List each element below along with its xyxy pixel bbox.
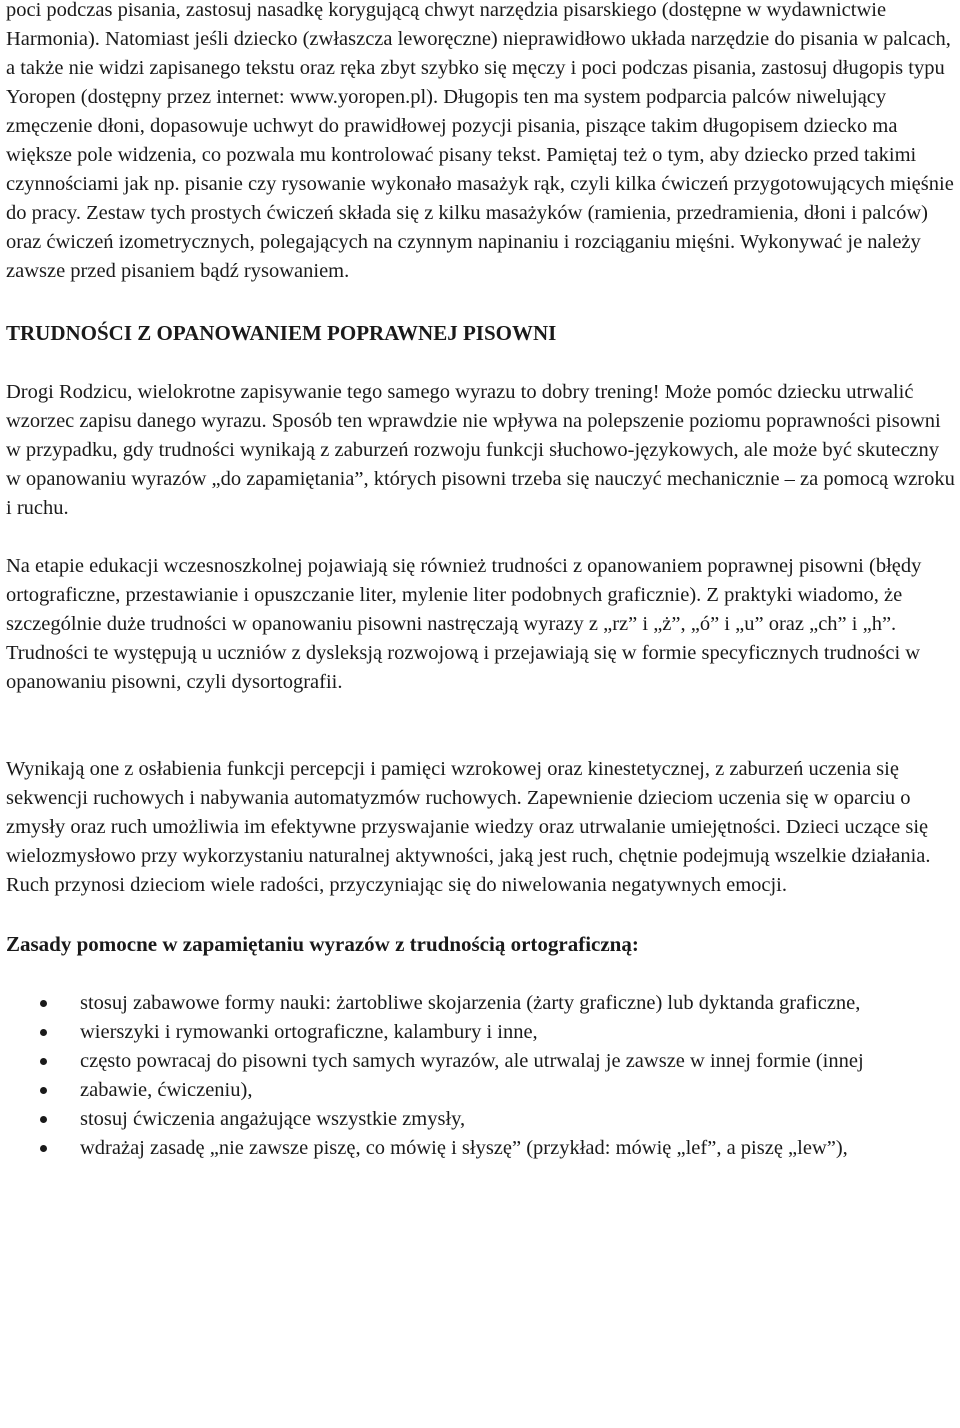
list-item-text: często powracaj do pisowni tych samych wyrazów, ale utrwalaj je zawsze w innej formie (innej [80, 1050, 864, 1072]
bullet-icon [40, 1145, 47, 1152]
list-item-text: stosuj ćwiczenia angażujące wszystkie zmysły, [80, 1108, 466, 1130]
bullet-icon [40, 1116, 47, 1123]
document-page [6, 0, 956, 1163]
bullet-icon [40, 1087, 47, 1094]
list-item [6, 1105, 956, 1134]
paragraph-parent-advice: Drogi Rodzicu, wielokrotne zapisywanie tego samego wyrazu to dobry trening! Może pomóc dziecku utrwalić wzorzec zapisu danego wyrazu. Sposób ten wprawdzie nie wpływa na polepszenie poziomu poprawności pisowni w przypadku, gdy trudności wynikają z zaburzeń rozwoju funkcji słuchowo-językowych, ale może być skuteczny w opanowaniu wyrazów „do zapamiętania”, których pisowni trzeba się nauczyć mechanicznie – za pomocą wzroku i ruchu. [6, 381, 955, 519]
list-item-text: wdrażaj zasadę „nie zawsze piszę, co mówię i słyszę” (przykład: mówię „lef”, a piszę „lew”), [80, 1137, 848, 1159]
list-item [6, 989, 956, 1018]
bullet-icon [40, 1058, 47, 1065]
list-item [6, 1076, 956, 1105]
list-item-text: wierszyki i rymowanki ortograficzne, kalambury i inne, [80, 1021, 538, 1043]
bullet-icon [40, 1029, 47, 1036]
list-item [6, 1018, 956, 1047]
bullet-icon [40, 1000, 47, 1007]
section-heading-spelling-difficulties: TRUDNOŚCI Z OPANOWANIEM POPRAWNEJ PISOWNI [6, 321, 557, 345]
rules-list [6, 989, 956, 1163]
paragraph-early-education: Na etapie edukacji wczesnoszkolnej pojawiają się również trudności z opanowaniem poprawnej pisowni (błędy ortograficzne, przestawianie i opuszczanie liter, mylenie liter podobnych graficznie). Z praktyki wiadomo, że szczególnie duże trudności w opanowaniu pisowni nastręczają wyrazy z „rz” i „ż”, „ó” i „u” oraz „ch” i „h”. Trudności te występują u uczniów z dysleksją rozwojową i przejawiają się w formie specyficznych trudności w opanowaniu pisowni, czyli dysortografii. [6, 555, 922, 693]
list-item-text: stosuj zabawowe formy nauki: żartobliwe skojarzenia (żarty graficzne) lub dyktanda graficzne, [80, 992, 861, 1014]
paragraph-writing-tools: poci podczas pisania, zastosuj nasadkę korygującą chwyt narzędzia pisarskiego (dostępne w wydawnictwie Harmonia). Natomiast jeśli dziecko (zwłaszcza leworęczne) nieprawidłowo układa narzędzie do pisania w palcach, a także nie widzi zapisanego tekstu oraz ręka zbyt szybko się męczy i poci podczas pisania, zastosuj długopis typu Yoropen (dostępny przez internet: www.yoropen.pl). Długopis ten ma system podparcia palców niwelujący zmęczenie dłoni, dopasowuje uchwyt do prawidłowej pozycji pisania, piszące takim długopisem dziecko ma większe pole widzenia, co pozwala mu kontrolować pisany tekst. Pamiętaj też o tym, aby dziecko przed takimi czynnościami jak np. pisanie czy rysowanie wykonało masażyk rąk, czyli kilka ćwiczeń przygotowujących mięśnie do pracy. Zestaw tych prostych ćwiczeń składa się z kilku masażyków (ramienia, przedramienia, dłoni i palców) oraz ćwiczeń izometrycznych, polegających na czynnym napinaniu i rozciąganiu mięśni. Wykonywać je należy zawsze przed pisaniem bądź rysowaniem. [6, 0, 954, 282]
list-item [6, 1047, 956, 1076]
list-item-text: zabawie, ćwiczeniu), [80, 1079, 253, 1101]
paragraph-causes: Wynikają one z osłabienia funkcji percepcji i pamięci wzrokowej oraz kinestetycznej, z zaburzeń uczenia się sekwencji ruchowych i nabywania automatyzmów ruchowych. Zapewnienie dzieciom uczenia się w oparciu o zmysły oraz ruch umożliwia im efektywne przyswajanie wiedzy oraz utrwalanie umiejętności. Dzieci uczące się wielozmysłowo przy wykorzystaniu naturalnej aktywności, jaką jest ruch, chętnie podejmują wszelkie działania. Ruch przynosi dzieciom wiele radości, przyczyniając się do niwelowania negatywnych emocji. [6, 758, 931, 896]
section-heading-rules: Zasady pomocne w zapamiętaniu wyrazów z trudnością ortograficzną: [6, 932, 639, 956]
list-item [6, 1134, 956, 1163]
